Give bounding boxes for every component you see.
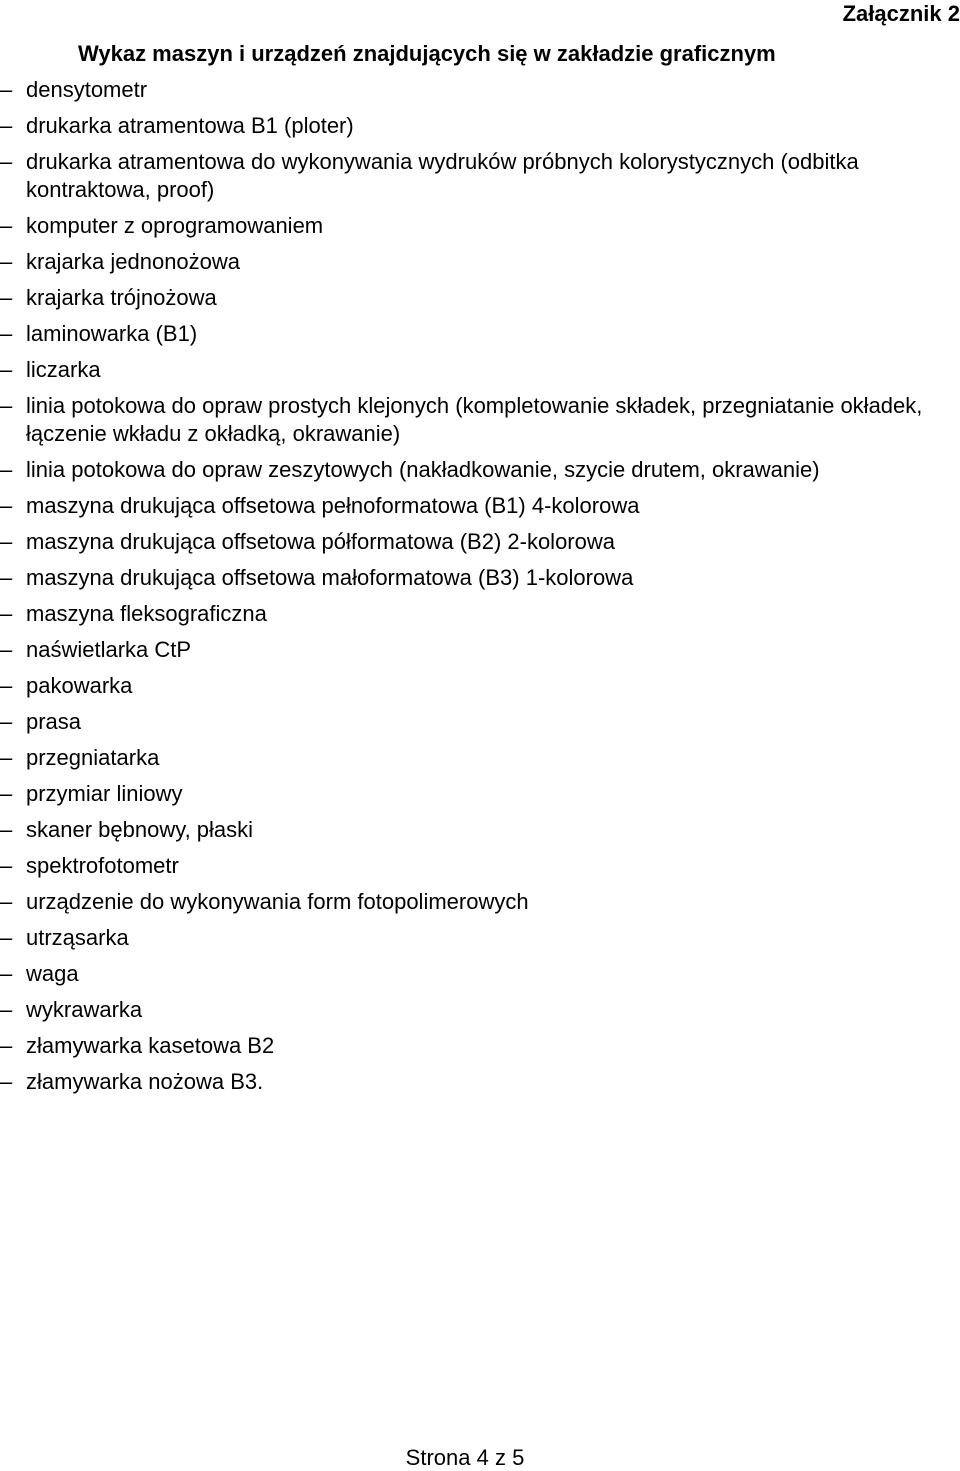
list-item-text: krajarka jednonożowa <box>26 249 241 274</box>
list-item-text: prasa <box>26 709 82 734</box>
list-item-text: przymiar liniowy <box>26 781 183 806</box>
list-item <box>0 528 958 556</box>
list-item <box>0 924 958 952</box>
list-item-text: maszyna fleksograficzna <box>26 601 267 626</box>
bullet-dash: – <box>0 817 13 842</box>
list-item-text: drukarka atramentowa do wykonywania wydruków próbnych kolorystycznych (odbitka kontraktowa, proof) <box>26 149 859 202</box>
list-item-text: naświetlarka CtP <box>26 637 192 662</box>
bullet-dash: – <box>0 961 13 986</box>
equipment-list <box>0 76 958 1104</box>
bullet-dash: – <box>0 601 13 626</box>
bullet-dash: – <box>0 321 13 346</box>
bullet-dash: – <box>0 249 13 274</box>
list-item <box>0 456 958 484</box>
list-item <box>0 320 958 348</box>
bullet-dash: – <box>0 77 13 102</box>
list-item <box>0 148 958 204</box>
list-item-text: densytometr <box>26 77 148 102</box>
list-item <box>0 112 958 140</box>
list-item-text: pakowarka <box>26 673 133 698</box>
bullet-dash: – <box>0 357 13 382</box>
bullet-dash: – <box>0 213 13 238</box>
list-item <box>0 852 958 880</box>
list-item <box>0 248 958 276</box>
list-item-text: utrząsarka <box>26 925 129 950</box>
bullet-dash: – <box>0 709 13 734</box>
list-item <box>0 212 958 240</box>
list-item <box>0 1032 958 1060</box>
list-item <box>0 600 958 628</box>
bullet-dash: – <box>0 673 13 698</box>
list-item-text: drukarka atramentowa B1 (ploter) <box>26 113 354 138</box>
list-item-text: komputer z oprogramowaniem <box>26 213 324 238</box>
bullet-dash: – <box>0 149 13 174</box>
list-item-text: linia potokowa do opraw prostych klejonych (kompletowanie składek, przegniatanie okładek, łączenie wkładu z okładką, okrawanie) <box>26 393 923 446</box>
list-item <box>0 780 958 808</box>
bullet-dash: – <box>0 1033 13 1058</box>
list-item-text: maszyna drukująca offsetowa małoformatowa (B3) 1-kolorowa <box>26 565 634 590</box>
list-item-text: maszyna drukująca offsetowa pełnoformatowa (B1) 4-kolorowa <box>26 493 640 518</box>
list-item <box>0 392 958 448</box>
list-item <box>0 492 958 520</box>
bullet-dash: – <box>0 113 13 138</box>
bullet-dash: – <box>0 925 13 950</box>
list-item <box>0 888 958 916</box>
list-item-text: złamywarka kasetowa B2 <box>26 1033 275 1058</box>
bullet-dash: – <box>0 493 13 518</box>
list-item <box>0 636 958 664</box>
list-item <box>0 744 958 772</box>
list-item-text: maszyna drukująca offsetowa półformatowa (B2) 2-kolorowa <box>26 529 615 554</box>
list-item-text: wykrawarka <box>26 997 143 1022</box>
bullet-dash: – <box>0 781 13 806</box>
list-item <box>0 708 958 736</box>
bullet-dash: – <box>0 457 13 482</box>
list-item <box>0 76 958 104</box>
list-item <box>0 996 958 1024</box>
bullet-dash: – <box>0 853 13 878</box>
bullet-dash: – <box>0 393 13 418</box>
list-item <box>0 1068 958 1096</box>
annex-label: Załącznik 2 <box>842 1 960 26</box>
list-item <box>0 672 958 700</box>
list-item <box>0 284 958 312</box>
bullet-dash: – <box>0 285 13 310</box>
list-item-text: urządzenie do wykonywania form fotopolimerowych <box>26 889 529 914</box>
bullet-dash: – <box>0 1069 13 1094</box>
list-item-text: linia potokowa do opraw zeszytowych (nakładkowanie, szycie drutem, okrawanie) <box>26 457 820 482</box>
list-item-text: waga <box>26 961 79 986</box>
list-item <box>0 564 958 592</box>
bullet-dash: – <box>0 889 13 914</box>
list-item-text: przegniatarka <box>26 745 160 770</box>
bullet-dash: – <box>0 745 13 770</box>
bullet-dash: – <box>0 997 13 1022</box>
page-number: Strona 4 z 5 <box>405 1445 525 1470</box>
list-item-text: liczarka <box>26 357 101 382</box>
list-item-text: laminowarka (B1) <box>26 321 198 346</box>
list-item <box>0 960 958 988</box>
bullet-dash: – <box>0 637 13 662</box>
page-title: Wykaz maszyn i urządzeń znajdujących się w zakładzie graficznym <box>78 41 776 66</box>
bullet-dash: – <box>0 565 13 590</box>
list-item <box>0 816 958 844</box>
list-item-text: krajarka trójnożowa <box>26 285 217 310</box>
list-item <box>0 356 958 384</box>
list-item-text: spektrofotometr <box>26 853 179 878</box>
list-item-text: skaner bębnowy, płaski <box>26 817 254 842</box>
bullet-dash: – <box>0 529 13 554</box>
list-item-text: złamywarka nożowa B3. <box>26 1069 264 1094</box>
